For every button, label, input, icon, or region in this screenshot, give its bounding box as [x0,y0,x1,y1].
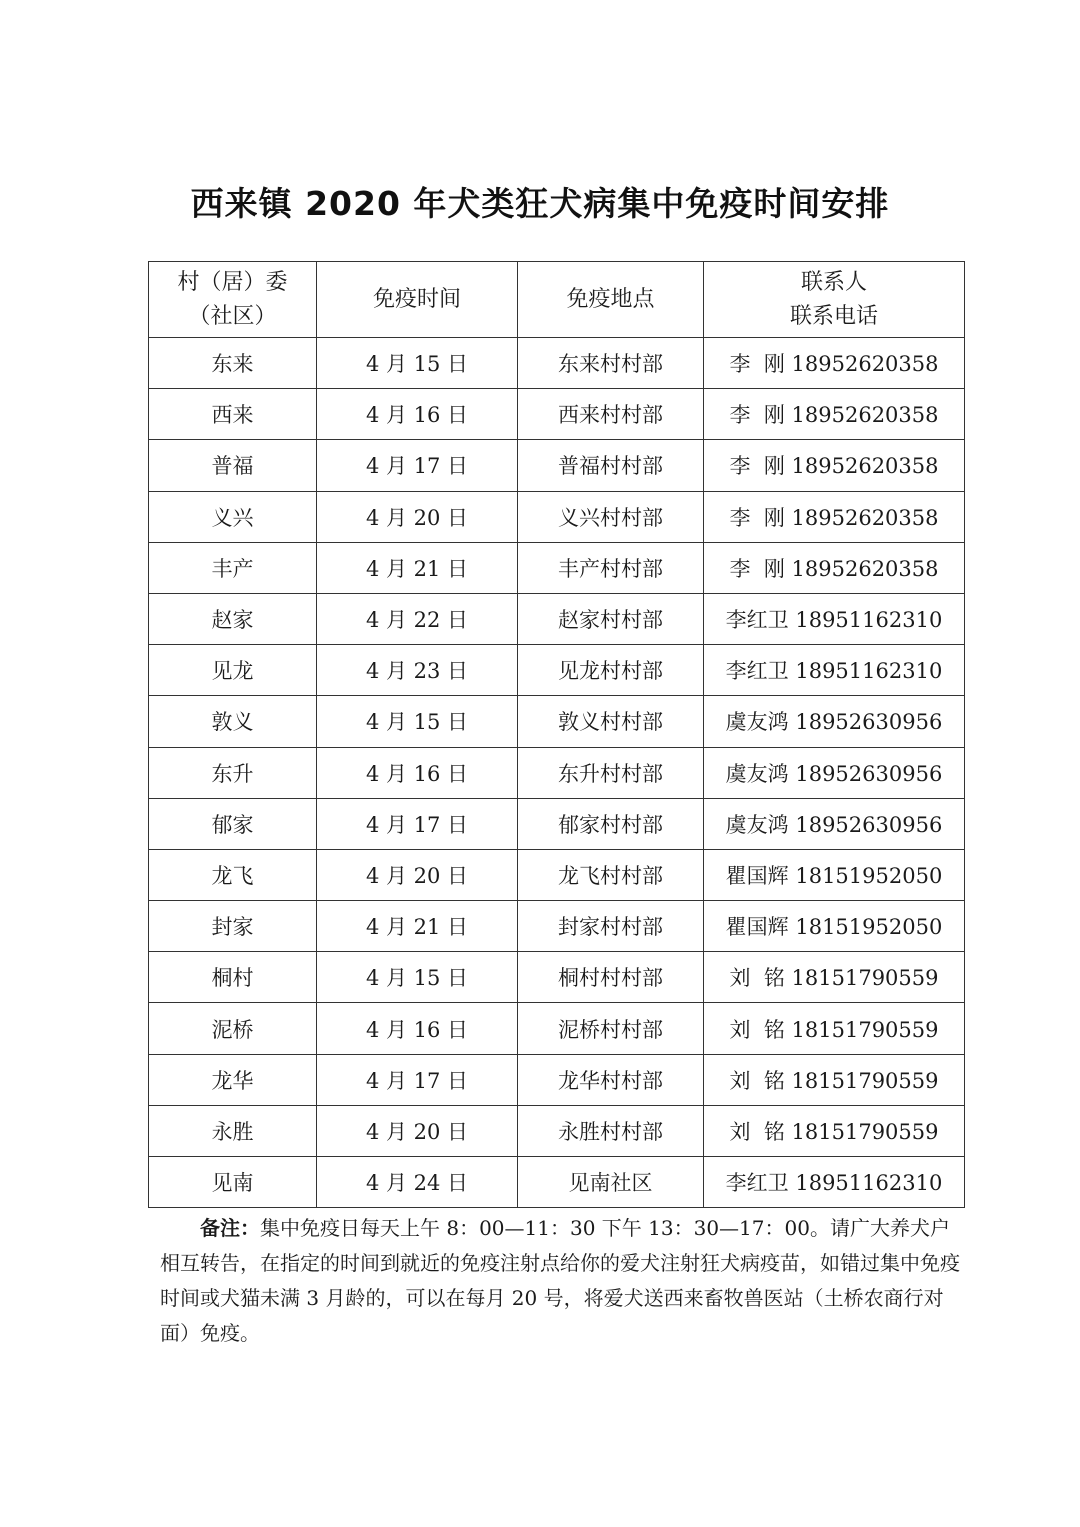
header-place: 免疫地点 [518,262,704,338]
cell-place: 西来村村部 [518,389,704,440]
table-row [149,1003,965,1054]
cell-place: 普福村村部 [518,440,704,491]
notes-label: 备注： [200,1216,260,1240]
cell-time: 4 月 17 日 [317,798,518,849]
table-row [149,952,965,1003]
cell-time: 4 月 16 日 [317,747,518,798]
table-row [149,389,965,440]
cell-time: 4 月 17 日 [317,1054,518,1105]
header-village-line1: 村（居）委 [177,269,288,295]
cell-time: 4 月 20 日 [317,849,518,900]
table-row [149,1054,965,1105]
cell-place: 龙华村村部 [518,1054,704,1105]
table-row [149,747,965,798]
table-row [149,901,965,952]
cell-time: 4 月 21 日 [317,901,518,952]
cell-contact: 刘 铭 18151790559 [704,952,965,1003]
cell-place: 郁家村村部 [518,798,704,849]
header-contact-line1: 联系人 [800,269,867,295]
cell-place: 龙飞村村部 [518,849,704,900]
cell-village: 见南 [149,1157,317,1208]
cell-village: 永胜 [149,1105,317,1156]
cell-village: 敦义 [149,696,317,747]
header-village [149,262,317,338]
table-row [149,440,965,491]
cell-time: 4 月 20 日 [317,491,518,542]
cell-time: 4 月 24 日 [317,1157,518,1208]
table-row [149,491,965,542]
cell-contact: 李红卫 18951162310 [704,645,965,696]
cell-village: 龙飞 [149,849,317,900]
table-row [149,645,965,696]
table-row [149,849,965,900]
table-row [149,1105,965,1156]
notes-text: 集中免疫日每天上午 8：00—11：30 下午 13：30—17：00。请广大养犬户相互转告，在指定的时间到就近的免疫注射点给你的爱犬注射狂犬病疫苗，如错过集中免疫时间或犬猫未满 3 月龄的，可以在每月 20 号，将爱犬送西来畜牧兽医站（土桥农商行对面）免疫。 [160,1216,960,1345]
cell-place: 封家村村部 [518,901,704,952]
cell-place: 桐村村村部 [518,952,704,1003]
cell-place: 敦义村村部 [518,696,704,747]
cell-place: 东升村村部 [518,747,704,798]
cell-contact: 刘 铭 18151790559 [704,1105,965,1156]
cell-village: 封家 [149,901,317,952]
cell-time: 4 月 16 日 [317,1003,518,1054]
cell-village: 泥桥 [149,1003,317,1054]
cell-time: 4 月 21 日 [317,542,518,593]
cell-time: 4 月 15 日 [317,696,518,747]
header-contact [704,262,965,338]
cell-time: 4 月 20 日 [317,1105,518,1156]
cell-place: 东来村村部 [518,338,704,389]
header-contact-line2: 联系电话 [789,303,878,329]
cell-village: 赵家 [149,593,317,644]
cell-village: 东升 [149,747,317,798]
cell-contact: 李 刚 18952620358 [704,440,965,491]
cell-village: 丰产 [149,542,317,593]
cell-village: 西来 [149,389,317,440]
cell-time: 4 月 15 日 [317,338,518,389]
cell-time: 4 月 17 日 [317,440,518,491]
cell-contact: 刘 铭 18151790559 [704,1054,965,1105]
cell-contact: 李 刚 18952620358 [704,389,965,440]
cell-place: 见南社区 [518,1157,704,1208]
cell-village: 桐村 [149,952,317,1003]
cell-village: 郁家 [149,798,317,849]
notes-paragraph [160,1211,966,1351]
cell-time: 4 月 23 日 [317,645,518,696]
table-row [149,338,965,389]
header-village-line2: （社区） [188,303,277,329]
cell-place: 永胜村村部 [518,1105,704,1156]
cell-contact: 虞友鸿 18952630956 [704,696,965,747]
table-row [149,798,965,849]
cell-village: 东来 [149,338,317,389]
cell-contact: 李 刚 18952620358 [704,542,965,593]
cell-contact: 李红卫 18951162310 [704,593,965,644]
cell-village: 龙华 [149,1054,317,1105]
table-row [149,593,965,644]
cell-village: 义兴 [149,491,317,542]
cell-contact: 瞿国辉 18151952050 [704,901,965,952]
table-row [149,696,965,747]
header-time: 免疫时间 [317,262,518,338]
immunization-schedule-table [148,261,965,1208]
cell-place: 见龙村村部 [518,645,704,696]
cell-place: 泥桥村村部 [518,1003,704,1054]
cell-contact: 瞿国辉 18151952050 [704,849,965,900]
table-header-row [149,262,965,338]
cell-time: 4 月 22 日 [317,593,518,644]
cell-contact: 虞友鸿 18952630956 [704,798,965,849]
cell-time: 4 月 16 日 [317,389,518,440]
cell-contact: 李红卫 18951162310 [704,1157,965,1208]
cell-place: 丰产村村部 [518,542,704,593]
cell-time: 4 月 15 日 [317,952,518,1003]
cell-village: 见龙 [149,645,317,696]
cell-place: 义兴村村部 [518,491,704,542]
cell-contact: 虞友鸿 18952630956 [704,747,965,798]
table-row [149,1157,965,1208]
cell-contact: 李 刚 18952620358 [704,338,965,389]
cell-contact: 刘 铭 18151790559 [704,1003,965,1054]
cell-village: 普福 [149,440,317,491]
page-title: 西来镇 2020 年犬类狂犬病集中免疫时间安排 [190,184,890,223]
table-row [149,542,965,593]
cell-contact: 李 刚 18952620358 [704,491,965,542]
cell-place: 赵家村村部 [518,593,704,644]
